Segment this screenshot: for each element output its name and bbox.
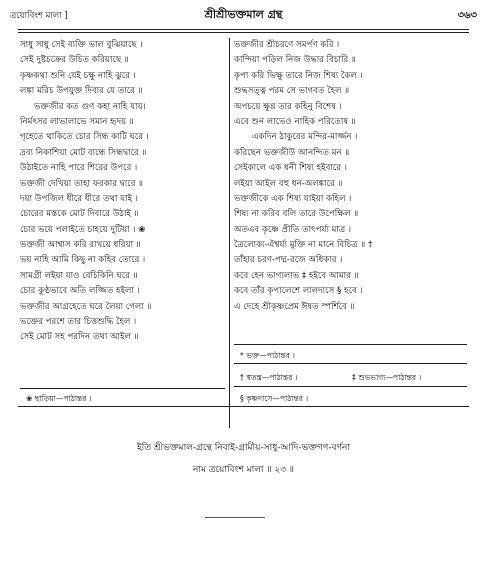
footnote: ❀ ছাড়িয়া—পাঠান্তর ।	[26, 394, 92, 403]
verse-line: ভক্তজীর শ্রীচরণে সমর্পণ করি ।	[234, 40, 340, 50]
verse-line: উঠাইতে নাহি পারে শিরের উপরে ।	[20, 163, 138, 174]
verse-line: ভক্তজী দেখিয়া তাহা ফরকার দ্বারে ॥	[20, 178, 144, 189]
page-number: ৩৬৩	[457, 10, 477, 21]
verse-line: গৃহেতে থাকিতে চোর সিন্ধ কাটি ঘরে ।	[20, 132, 149, 143]
chapter-label: ত্রয়োবিংশ মালা ]	[10, 11, 68, 21]
footnote: § কৃষ্ণদাসে—পাঠান্তর ।	[240, 394, 309, 403]
verse-line: কবে তাঁর কৃপালেশে লালদাসে § হবে ।	[234, 286, 363, 297]
verse-line: লইয়া আইল বহু ধন-অলঙ্কারে ॥	[234, 178, 343, 189]
verse-line: ভয় নাহি আমি কিছু না কহিব তোরে ।	[20, 255, 146, 266]
verse-line: অপচয়ে ক্ষুণ্ণ তার কহিনু বিশেষ ।	[234, 101, 342, 112]
verse-column-right	[234, 38, 466, 315]
verse-column-left	[20, 38, 225, 346]
verse-line: সেই মোট সহ পরদিন তথা আইল ॥	[20, 332, 139, 343]
column-divider	[229, 38, 230, 428]
verse-line: কান্দিয়া পড়িল নিজ উদ্ধার বিচারি ॥	[234, 55, 356, 66]
verse-line: ভক্তজীর কত গুণ কহা নাহি যায়।	[34, 101, 146, 112]
footnote: ‡ শুভভাগ্য—পাঠান্তর ।	[352, 373, 422, 382]
header-rule-bottom	[18, 32, 469, 33]
verse-line: শুদ্ধসত্ত্ব পরম সে ভাগবত হৈল ॥	[234, 86, 350, 97]
verse-line: নির্মৎসর লাভালাভে সমান হৃদয় ॥	[20, 116, 134, 127]
verse-line: লঙ্কা মরিচ উপযুক্ত দিবার যে তারে ॥	[20, 86, 143, 97]
verse-line: এবে শুন লাভেও নাহিক পরিতোষ ॥	[234, 116, 356, 127]
header-rule-top	[18, 29, 469, 30]
book-title: শ্রীশ্রীভক্তমাল গ্রন্থ	[204, 8, 283, 21]
verse-line: দয়া উপজিল ধীরে ধীরে তথা যাই ।	[20, 193, 138, 204]
verse-line: কৃপা করি ভিক্ষু তারে নিজ শিষ্য কৈল ।	[234, 70, 363, 81]
verse-line: চোর ভয়ে পলাইতে চাহয়ে দুটিয়া । ❀	[20, 224, 146, 235]
running-header	[10, 6, 477, 22]
footnote-rule-left	[20, 388, 225, 389]
verse-line: করিছেন ভক্তজীউ আনন্দিত মন ॥	[234, 147, 350, 158]
verse-line: শিষ্য না করিব বলি তারে উপেক্ষিল ॥	[234, 209, 359, 220]
verse-line: এ দেহে শ্রীকৃষ্ণপ্রেম ঈষত স্পর্শিবে ॥	[234, 301, 355, 312]
footnote: * ভক্ত—পাঠান্তর ।	[240, 351, 295, 360]
verse-line: সেই দুষ্টচক্রের উচিত করিয়াছে ॥	[20, 55, 129, 66]
verse-line: সেইকালে এক ধনী শিষ্য হইবারে ।	[234, 163, 347, 174]
verse-line: ভক্তের পরশে তার চিত্তশুদ্ধি হৈল ।	[20, 317, 137, 328]
verse-line: ভক্তজীর আগ্রহেতে ঘরে লৈয়া গেলা ॥	[20, 301, 152, 312]
closing-rule	[205, 517, 265, 518]
verse-line: দ্রব্য নিকাশিয়া মোট বান্ধে সিন্ধদ্বারে ॥	[20, 147, 147, 158]
footnote-rule-right	[234, 363, 467, 364]
verse-line: ভক্তজীকে এক শিষ্য যাইয়া কহিল ।	[234, 193, 352, 204]
verse-line: তাঁহার চরণ-পদ্ম-রজে অধিকার ।	[234, 255, 343, 266]
verse-line: অতএব কৃষ্ণে প্রীতি তাৎপর্য্য মাত্র ।	[234, 224, 352, 235]
verse-line: কৃষ্ণকথা শুনি যেই চক্ষু নাহি ঝুরে ।	[20, 70, 136, 81]
verse-line: ত্রৈলোক্য-ঐশ্বর্য্য মুক্তি না মানে বিচিত্র ॥ †	[234, 240, 373, 251]
verse-line: একদিন ঠাকুরের মন্দির-মার্জ্জন ।	[252, 132, 358, 143]
verse-line: চোর কুণ্ঠভাবে অতি লজ্জিত হইলা ।	[20, 286, 140, 297]
colophon-line: ইতি শ্রীভক্তমাল-গ্রন্থে নিবাই-গ্রামীয়-সাধু-আদি-ভক্তগণ-বর্ণনা	[136, 443, 351, 453]
verse-line: ভক্তজী আশ্বাস করি রাখয়ে ধরিয়া ॥	[20, 240, 141, 251]
verse-line: সাধু সাধু সেই ব্যক্তি ভাল বুঝিয়াছে ।	[20, 40, 143, 50]
footnote: † স্বতন্ত্র—পাঠান্তর ।	[240, 373, 298, 382]
verse-line: চোরের মস্তকে মোট দিবারে উঠাই ॥	[20, 209, 139, 220]
verse-line: সামগ্রী লইয়া যাও বেচিকিনি ঘরে ॥	[20, 270, 138, 281]
footnote-rule-bottom	[18, 406, 469, 407]
footnote-rule-right-top	[234, 344, 467, 345]
colophon-line: নাম ত্রয়োবিংশ মালা ॥ ২৩ ॥	[192, 465, 294, 475]
verse-line: কবে হেন ভাগ্যলাভ ‡ হইবে আমার ॥	[234, 270, 359, 281]
footnote-rule-right-lower	[234, 386, 467, 387]
